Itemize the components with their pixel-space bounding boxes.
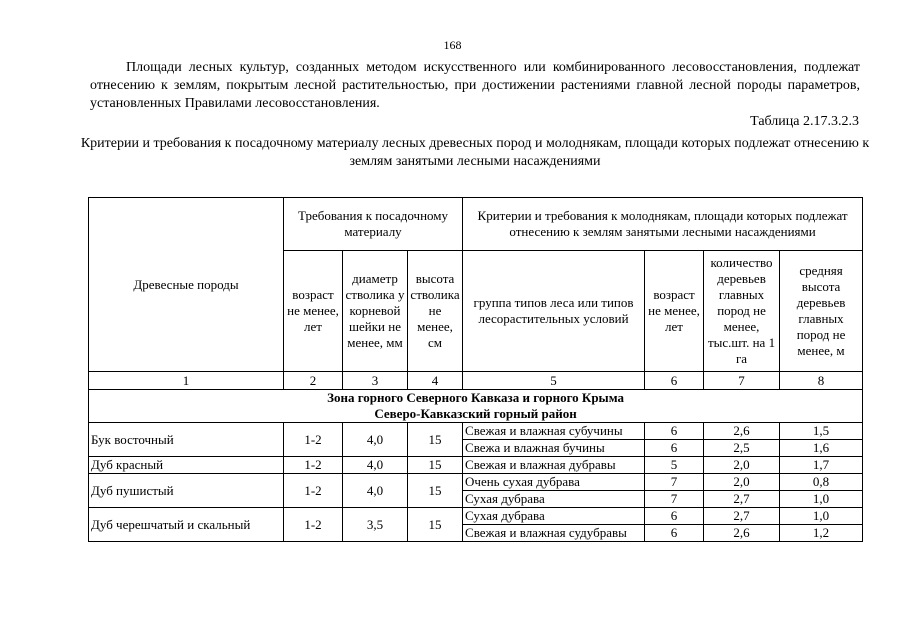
- species-header: Древесные породы: [89, 198, 284, 372]
- avg-height-value: 1,7: [780, 457, 863, 474]
- height-value: 15: [408, 423, 463, 457]
- tree-count-header: количество деревьев главных пород не менее, тыс.шт. на 1 га: [704, 251, 780, 372]
- column-number: 5: [463, 372, 645, 390]
- table-caption: Критерии и требования к посадочному материалу лесных древесных пород и молоднякам, площади которых подлежат отнесению к землям занятыми лесными насаждениями: [80, 136, 870, 169]
- young-age-value: 6: [645, 525, 704, 542]
- forest-type-value: Свежа и влажная бучины: [463, 440, 645, 457]
- age-value: 1-2: [284, 508, 343, 542]
- forest-type-value: Свежая и влажная дубравы: [463, 457, 645, 474]
- avg-height-value: 1,0: [780, 491, 863, 508]
- tree-count-value: 2,0: [704, 474, 780, 491]
- young-age-value: 6: [645, 423, 704, 440]
- table-row: [89, 508, 863, 525]
- page-number: 168: [443, 38, 462, 52]
- tree-count-value: 2,0: [704, 457, 780, 474]
- species-name: Дуб пушистый: [89, 474, 284, 508]
- young-age-value: 6: [645, 508, 704, 525]
- diameter-value: 4,0: [343, 423, 408, 457]
- tree-count-value: 2,7: [704, 508, 780, 525]
- age-value: 1-2: [284, 474, 343, 508]
- young-age-value: 6: [645, 440, 704, 457]
- tree-count-value: 2,6: [704, 423, 780, 440]
- height-value: 15: [408, 508, 463, 542]
- avg-height-value: 1,2: [780, 525, 863, 542]
- table-row: [89, 457, 863, 474]
- avg-height-value: 1,5: [780, 423, 863, 440]
- tree-count-value: 2,7: [704, 491, 780, 508]
- column-number: 3: [343, 372, 408, 390]
- column-number: 6: [645, 372, 704, 390]
- young-age-value: 7: [645, 474, 704, 491]
- forest-type-value: Свежая и влажная субучины: [463, 423, 645, 440]
- avg-height-header: средняя высота деревьев главных пород не менее, м: [780, 251, 863, 372]
- column-number: 7: [704, 372, 780, 390]
- height-value: 15: [408, 474, 463, 508]
- young-stands-header: Критерии и требования к молоднякам, площади которых подлежат отнесению к землям занятыми лесными насаждениями: [463, 198, 863, 251]
- height-header: высота стволика не менее, см: [408, 251, 463, 372]
- diameter-value: 3,5: [343, 508, 408, 542]
- avg-height-value: 1,6: [780, 440, 863, 457]
- forest-type-header: группа типов леса или типов лесорастительных условий: [463, 251, 645, 372]
- young-age-value: 5: [645, 457, 704, 474]
- forest-type-value: Свежая и влажная судубравы: [463, 525, 645, 542]
- species-name: Дуб красный: [89, 457, 284, 474]
- young-age-header: возраст не менее, лет: [645, 251, 704, 372]
- diameter-header: диаметр стволика у корневой шейки не менее, мм: [343, 251, 408, 372]
- age-value: 1-2: [284, 423, 343, 457]
- species-name: Дуб черешчатый и скальный: [89, 508, 284, 542]
- zone-title: Зона горного Северного Кавказа и горного Крыма: [327, 390, 624, 405]
- age-value: 1-2: [284, 457, 343, 474]
- column-number: 8: [780, 372, 863, 390]
- forest-type-value: Сухая дубрава: [463, 508, 645, 525]
- young-age-value: 7: [645, 491, 704, 508]
- column-number: 4: [408, 372, 463, 390]
- table-row: [89, 423, 863, 440]
- forest-type-value: Сухая дубрава: [463, 491, 645, 508]
- table-row: [89, 474, 863, 491]
- zone-title-cell: [89, 390, 863, 423]
- avg-height-value: 1,0: [780, 508, 863, 525]
- region-title: Северо-Кавказский горный район: [374, 406, 577, 421]
- intro-paragraph: Площади лесных культур, созданных методом искусственного или комбинированного лесовосстановления, подлежат отнесению к землям, покрытым лесной растительностью, при достижении растениями главной лесной породы параметров, установленных Правилами лесовосстановления.: [90, 60, 860, 111]
- avg-height-value: 0,8: [780, 474, 863, 491]
- tree-count-value: 2,6: [704, 525, 780, 542]
- tree-count-value: 2,5: [704, 440, 780, 457]
- table-number: Таблица 2.17.3.2.3: [750, 114, 859, 129]
- species-name: Бук восточный: [89, 423, 284, 457]
- planting-material-header: Требования к посадочному материалу: [284, 198, 463, 251]
- height-value: 15: [408, 457, 463, 474]
- column-number: 1: [89, 372, 284, 390]
- diameter-value: 4,0: [343, 474, 408, 508]
- diameter-value: 4,0: [343, 457, 408, 474]
- criteria-table: [88, 197, 863, 542]
- age-header: возраст не менее, лет: [284, 251, 343, 372]
- forest-type-value: Очень сухая дубрава: [463, 474, 645, 491]
- column-number: 2: [284, 372, 343, 390]
